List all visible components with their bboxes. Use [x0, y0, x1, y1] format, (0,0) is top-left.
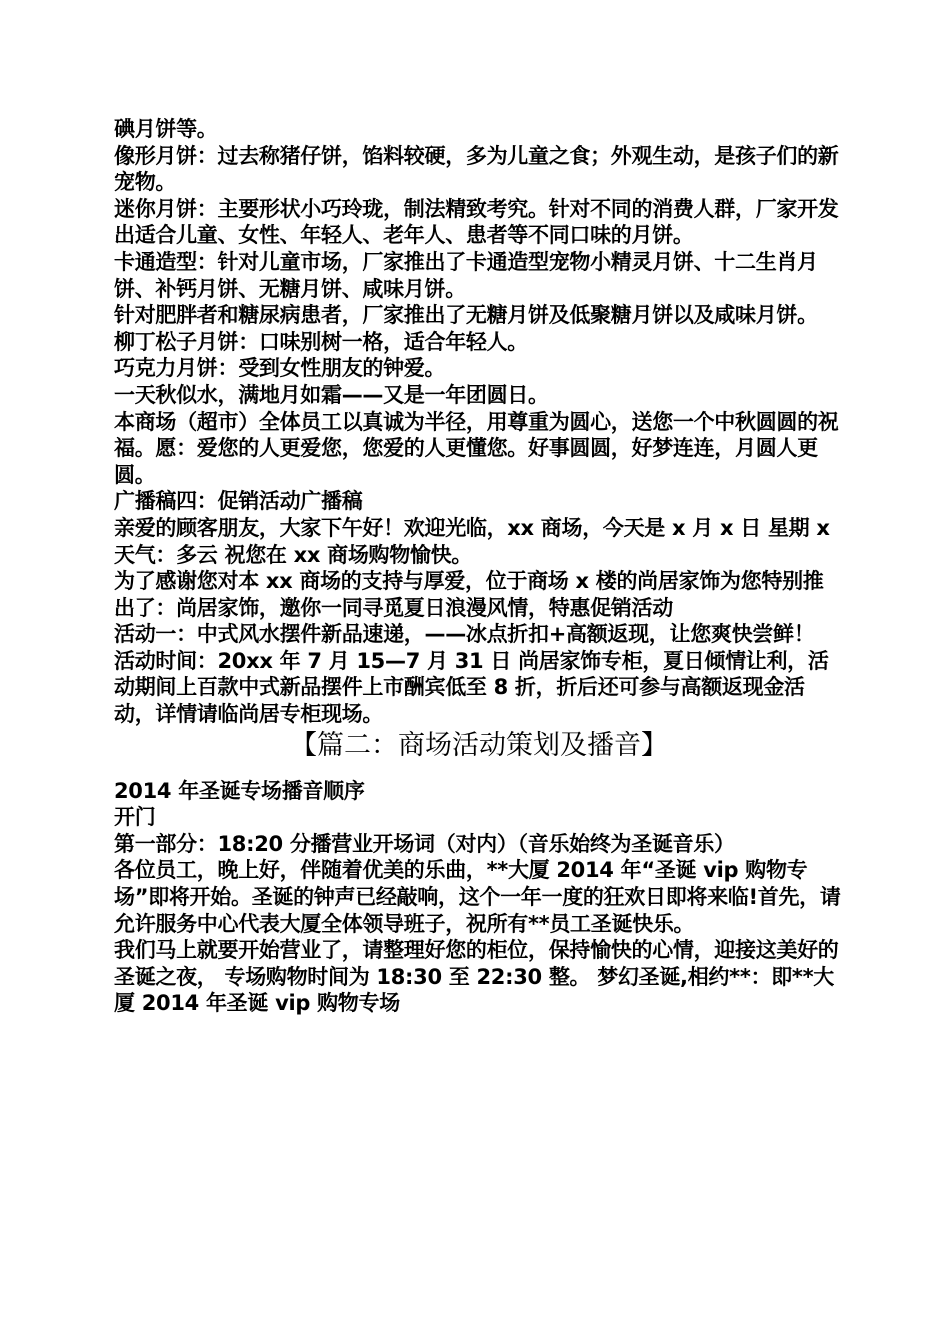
paragraph: 一天秋似水，满地月如霜——又是一年团圆日。	[114, 382, 549, 407]
paragraph: 为了感谢您对本 xx 商场的支持与厚爱，位于商场 x 楼的尚居家饰为您特别推出了：尚居家饰，邀你一同寻觅夏日浪漫风情，特惠促销活动	[114, 569, 824, 620]
paragraph: 2014 年圣诞专场播音顺序	[114, 778, 365, 803]
paragraph: 针对肥胖者和糖尿病患者，厂家推出了无糖月饼及低聚糖月饼以及咸味月饼。	[114, 303, 818, 328]
section-christmas	[114, 778, 844, 1017]
document-body	[114, 116, 844, 1017]
paragraph: 第一部分：18:20 分播营业开场词（对内）（音乐始终为圣诞音乐）	[114, 831, 735, 856]
paragraph: 我们马上就要开始营业了，请整理好您的柜位，保持愉快的心情，迎接这美好的圣诞之夜， 专场购物时间为 18:30 至 22:30 整。 梦幻圣诞,相约**：即**大厦 2014 年圣诞 vip 购物专场	[114, 938, 839, 1016]
paragraph: 本商场（超市）全体员工以真诚为半径，用尊重为圆心，送您一个中秋圆圆的祝福。愿：爱您的人更爱您，您爱的人更懂您。好事圆圆，好梦连连，月圆人更圆。	[114, 409, 839, 487]
paragraph: 像形月饼：过去称猪仔饼，馅料较硬，多为儿童之食；外观生动，是孩子们的新宠物。	[114, 143, 839, 195]
section-mooncake	[114, 116, 844, 728]
paragraph: 天气：多云 祝您在 xx 商场购物愉快。	[114, 542, 473, 567]
section-heading: 【篇二：商场活动策划及播音】	[290, 729, 668, 761]
paragraph: 亲爱的顾客朋友，大家下午好！欢迎光临，xx 商场，今天是 x 月 x 日 星期 x	[114, 515, 830, 540]
paragraph: 活动时间：20xx 年 7 月 15—7 月 31 日 尚居家饰专柜，夏日倾情让利，活动期间上百款中式新品摆件上市酬宾低至 8 折，折后还可参与高额返现金活动，详情请临尚居专柜现场。	[114, 648, 829, 727]
paragraph: 活动一：中式风水摆件新品速递，——冰点折扣+高额返现，让您爽快尝鲜！	[114, 622, 815, 647]
paragraph: 迷你月饼：主要形状小巧玲珑，制法精致考究。针对不同的消费人群，厂家开发出适合儿童、女性、年轻人、老年人、患者等不同口味的月饼。	[114, 196, 839, 248]
paragraph: 广播稿四：促销活动广播稿	[114, 489, 363, 514]
paragraph: 卡通造型：针对儿童市场，厂家推出了卡通造型宠物小精灵月饼、十二生肖月饼、补钙月饼、无糖月饼、咸味月饼。	[114, 249, 818, 301]
paragraph: 开门	[114, 805, 156, 830]
paragraph: 巧克力月饼：受到女性朋友的钟爱。	[114, 356, 446, 381]
paragraph: 碘月饼等。	[114, 117, 218, 141]
paragraph: 柳丁松子月饼：口味别树一格，适合年轻人。	[114, 329, 528, 354]
paragraph: 各位员工，晚上好，伴随着优美的乐曲，**大厦 2014 年“圣诞 vip 购物专场”即将开始。圣诞的钟声已经敲响，这个一年一度的狂欢日即将来临!首先，请允许服务中心代表大厦全体领导班子，祝所有**员工圣诞快乐。	[114, 858, 841, 936]
